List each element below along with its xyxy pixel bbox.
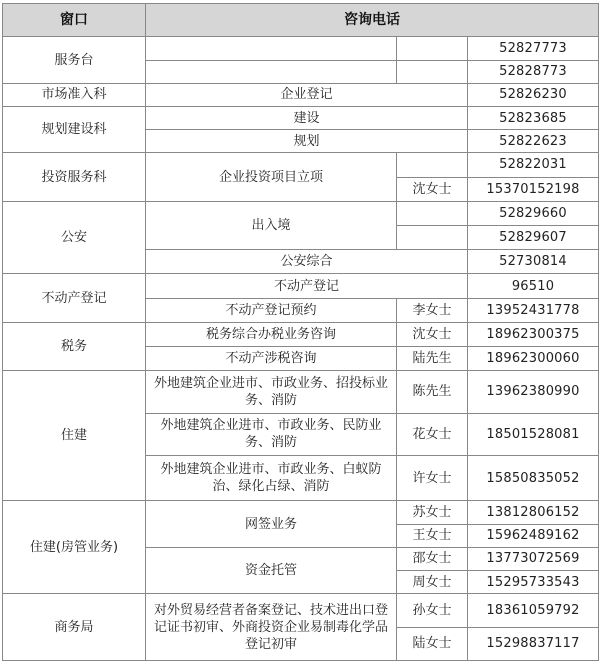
phone-cell: 96510 [468, 274, 599, 298]
contact-cell: 周女士 [397, 571, 468, 594]
window-cell: 公安 [3, 201, 146, 274]
item-cell: 公安综合 [146, 250, 468, 274]
table-row [3, 83, 599, 106]
header-row [3, 4, 599, 37]
window-cell: 不动产登记 [3, 274, 146, 322]
table-row [3, 37, 599, 60]
contact-cell [397, 225, 468, 249]
contact-cell [397, 201, 468, 225]
table-row [3, 106, 599, 129]
item-cell: 不动产登记 [146, 274, 468, 298]
contact-cell: 苏女士 [397, 501, 468, 524]
contact-cell: 邵女士 [397, 547, 468, 570]
phone-cell: 13773072569 [468, 547, 599, 570]
phone-cell: 52826230 [468, 83, 599, 106]
contact-cell [397, 37, 468, 60]
item-cell: 企业投资项目立项 [146, 153, 397, 201]
item-cell: 外地建筑企业进市、市政业务、招投标业务、消防 [146, 371, 397, 413]
item-cell: 资金托管 [146, 547, 397, 593]
phone-cell: 52829607 [468, 225, 599, 249]
item-cell: 出入境 [146, 201, 397, 249]
contact-cell: 许女士 [397, 456, 468, 501]
window-cell: 商务局 [3, 594, 146, 661]
table-row [3, 594, 599, 627]
phone-cell: 52822623 [468, 130, 599, 153]
window-cell: 税务 [3, 322, 146, 370]
contact-cell [397, 60, 468, 83]
item-cell: 外地建筑企业进市、市政业务、民防业务、消防 [146, 413, 397, 455]
window-cell: 住建 [3, 371, 146, 501]
window-cell: 服务台 [3, 37, 146, 83]
window-cell: 住建(房管业务) [3, 501, 146, 594]
phone-cell: 52730814 [468, 250, 599, 274]
phone-cell: 18501528081 [468, 413, 599, 455]
phone-cell: 15295733543 [468, 571, 599, 594]
item-cell [146, 37, 397, 60]
phone-cell: 18962300060 [468, 347, 599, 371]
header-phone: 咨询电话 [146, 4, 599, 37]
phone-cell: 52822031 [468, 153, 599, 177]
phone-cell: 18962300375 [468, 322, 599, 346]
item-cell: 建设 [146, 106, 468, 129]
item-cell: 外地建筑企业进市、市政业务、白蚁防治、绿化占绿、消防 [146, 456, 397, 501]
table-row [3, 501, 599, 524]
phone-cell: 13952431778 [468, 298, 599, 322]
table-row [3, 201, 599, 225]
window-cell: 投资服务科 [3, 153, 146, 201]
table-row [3, 153, 599, 177]
contact-cell: 李女士 [397, 298, 468, 322]
table-row [3, 322, 599, 346]
phone-cell: 52828773 [468, 60, 599, 83]
phone-cell: 15370152198 [468, 177, 599, 201]
phone-cell: 15850835052 [468, 456, 599, 501]
table-row [3, 274, 599, 298]
contact-cell: 沈女士 [397, 322, 468, 346]
header-window: 窗口 [3, 4, 146, 37]
item-cell: 网签业务 [146, 501, 397, 547]
contact-cell [397, 153, 468, 177]
contact-cell: 沈女士 [397, 177, 468, 201]
contact-cell: 陈先生 [397, 371, 468, 413]
contact-cell: 陆女士 [397, 627, 468, 660]
phone-cell: 52829660 [468, 201, 599, 225]
phone-cell: 13962380990 [468, 371, 599, 413]
item-cell: 规划 [146, 130, 468, 153]
contact-cell: 花女士 [397, 413, 468, 455]
contact-cell: 孙女士 [397, 594, 468, 627]
item-cell: 税务综合办税业务咨询 [146, 322, 397, 346]
item-cell [146, 60, 397, 83]
consultation-phone-table [2, 3, 599, 661]
item-cell: 不动产登记预约 [146, 298, 397, 322]
item-cell: 不动产涉税咨询 [146, 347, 397, 371]
phone-cell: 13812806152 [468, 501, 599, 524]
table-row [3, 371, 599, 413]
phone-cell: 52827773 [468, 37, 599, 60]
item-cell: 对外贸易经营者备案登记、技术进出口登记证书初审、外商投资企业易制毒化学品登记初审 [146, 594, 397, 661]
phone-cell: 15298837117 [468, 627, 599, 660]
contact-cell: 陆先生 [397, 347, 468, 371]
contact-cell: 王女士 [397, 524, 468, 547]
item-cell: 企业登记 [146, 83, 468, 106]
window-cell: 规划建设科 [3, 106, 146, 152]
phone-cell: 52823685 [468, 106, 599, 129]
phone-cell: 15962489162 [468, 524, 599, 547]
window-cell: 市场准入科 [3, 83, 146, 106]
phone-cell: 18361059792 [468, 594, 599, 627]
